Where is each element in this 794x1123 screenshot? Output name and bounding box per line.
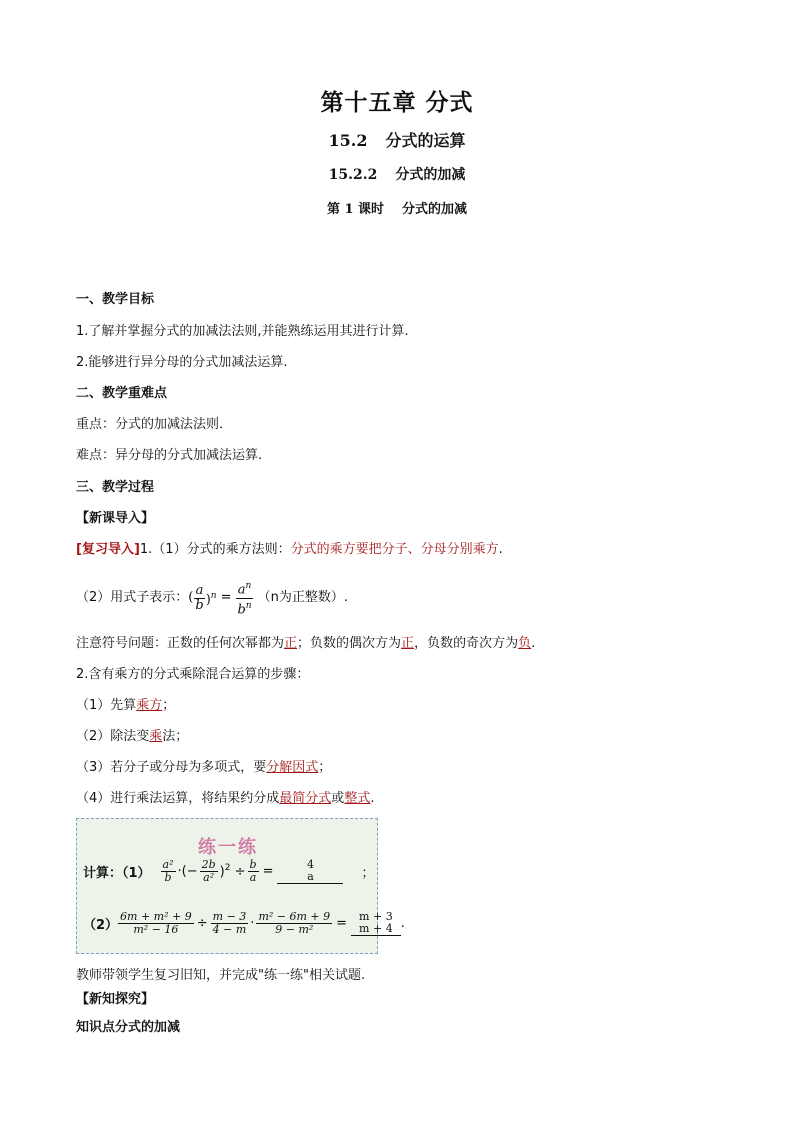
q2-fraction-3: $\frac{\text{m² − 6m + 9}}{\text{9 − m²}}$ <box>258 910 331 936</box>
formula-denominator: b <box>195 597 204 613</box>
section-title <box>0 128 794 151</box>
goal-item-1: 1.了解并掌握分式的加减法法则,并能熟练运用其进行计算. <box>76 324 409 339</box>
process-heading: 三、教学过程 <box>76 480 155 495</box>
goal-item-2: 2.能够进行异分母的分式加减法运算. <box>76 355 288 370</box>
intro-label: 【新课导入】 <box>76 511 155 526</box>
exercise-question-1: 计算：（1） $\frac{\text{a²}}{b}$ ·(− $\frac{2b}{\text{a²}}$ )$^2$ ÷ $\frac{b}{a}$ = 4 a ； <box>83 858 375 884</box>
difficult-point: 难点：异分母的分式加减法运算. <box>76 448 263 463</box>
new-knowledge-label: 【新知探究】 <box>76 992 155 1007</box>
exercise-title: 练一练 <box>198 837 258 858</box>
sign-note: 注意符号问题：正数的任何次幂都为正；负数的偶次方为正，负数的奇次方为负. <box>76 636 536 651</box>
exercise-question-2: （2） $\frac{\text{6m + m² + 9}}{\text{m² − 16}}$ ÷ $\frac{m - 3}{4 - m}$ · $\frac{\text{m² − 6m + 9}}{\text{9 − m²}}$ = m + 3 m + 4 . <box>83 910 405 936</box>
step-1: （1）先算乘方； <box>76 698 176 713</box>
goals-heading: 一、教学目标 <box>76 292 155 307</box>
formula-numerator: a <box>195 582 204 598</box>
key-point: 重点：分式的加减法法则． <box>76 417 233 432</box>
steps-title: 2.含有乘方的分式乘除混合运算的步骤： <box>76 667 310 682</box>
step-2: （2）除法变乘法； <box>76 729 189 744</box>
review-tag: [复习导入] <box>76 542 140 557</box>
formula-equals: = <box>220 590 232 606</box>
q2-fraction-1: $\frac{\text{6m + m² + 9}}{\text{m² − 16}}$ <box>120 910 192 936</box>
q1-fraction-2: $\frac{2b}{\text{a²}}$ <box>201 858 216 884</box>
closing-line: 教师带领学生复习旧知，并完成"练一练"相关试题. <box>76 968 366 983</box>
key-points-heading: 二、教学重难点 <box>76 386 168 401</box>
formula-fraction-result <box>235 579 253 617</box>
formula-paren-close: )$^n$ <box>205 591 217 608</box>
formula-paren-open: ( <box>188 590 194 606</box>
q1-answer: 4 a <box>277 859 343 884</box>
formula-suffix: （n为正整数）. <box>257 590 348 606</box>
q2-label: （2） <box>83 918 119 933</box>
knowledge-topic: 知识点分式的加减 <box>76 1020 181 1035</box>
lesson-name: 分式的加减 <box>402 202 468 217</box>
exercise-box <box>76 818 405 954</box>
section-number: 15.2 <box>328 131 368 150</box>
formula-line <box>76 577 348 619</box>
subsection-title <box>0 164 794 184</box>
section-name: 分式的运算 <box>385 131 466 150</box>
formula-result-numerator: $a^n$ <box>237 581 252 598</box>
formula-fraction-base <box>193 584 205 613</box>
q2-answer: m + 3 m + 4 <box>351 911 401 936</box>
chapter-title: 第十五章 分式 <box>320 89 474 116</box>
formula-prefix: （2）用式子表示： <box>76 590 189 606</box>
review-rule-text: 分式的乘方要把分子、分母分别乘方 <box>290 542 499 557</box>
review-rule-prefix: 1.（1）分式的乘方法则： <box>139 542 291 557</box>
lesson-title <box>0 198 794 217</box>
q1-fraction-3: $\frac{b}{a}$ <box>249 858 257 884</box>
step-4: （4）进行乘法运算，将结果约分成最简分式或整式. <box>76 791 375 806</box>
review-rule-line <box>76 541 503 559</box>
lesson-number: 第 1 课时 <box>326 202 385 217</box>
subsection-number: 15.2.2 <box>328 167 378 183</box>
step-3: （3）若分子或分母为多项式，要分解因式； <box>76 760 332 775</box>
q1-fraction-1: $\frac{\text{a²}}{b}$ <box>162 858 174 884</box>
review-rule-end: . <box>498 542 503 557</box>
q2-fraction-2: $\frac{m - 3}{4 - m}$ <box>212 910 247 936</box>
subsection-name: 分式的加减 <box>395 167 466 183</box>
formula-result-denominator: $b^n$ <box>237 600 252 617</box>
q1-label: 计算：（1） <box>83 866 151 881</box>
